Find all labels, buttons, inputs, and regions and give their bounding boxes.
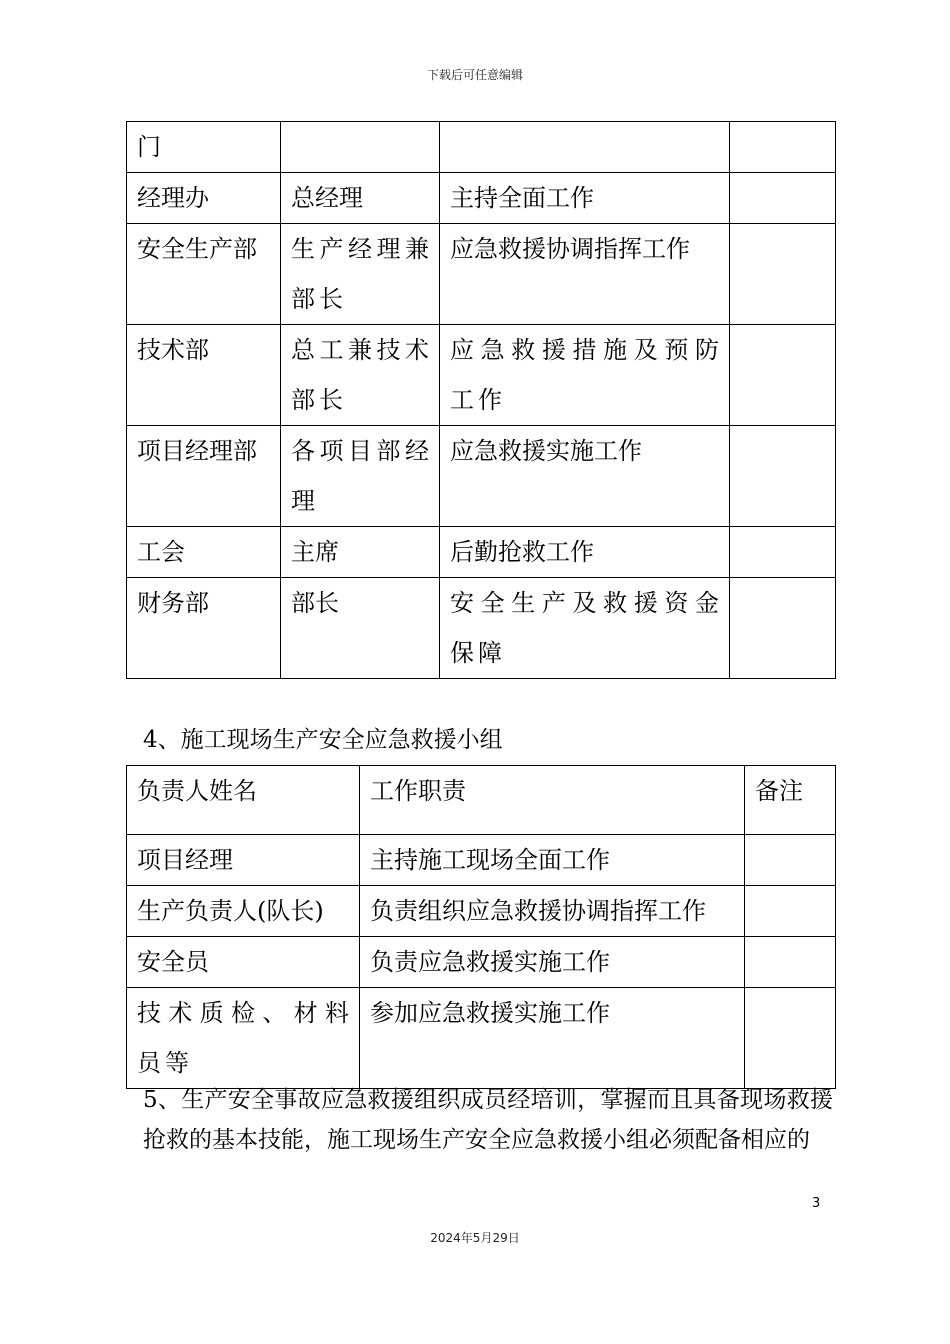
duty-cell: 主持施工现场全面工作 [360,835,745,886]
duty-cell: 应急救援措施及预防工作 [440,325,730,426]
page-header: 下载后可任意编辑 [426,68,523,82]
name-cell: 项目经理 [127,835,360,886]
duty-cell: 后勤抢救工作 [440,527,730,578]
duty-cell: 负责应急救援实施工作 [360,937,745,988]
table-row [127,835,836,886]
table-row [127,527,836,578]
emergency-team-table [126,765,836,1089]
header-duty: 工作职责 [360,766,745,835]
remark-cell [730,578,836,679]
position-cell: 部长 [281,578,440,679]
table-row [127,578,836,679]
remark-cell [745,988,836,1089]
position-cell: 各项目部经理 [281,426,440,527]
duty-cell: 安全生产及救援资金保障 [440,578,730,679]
name-cell: 技术质检、材料员等 [127,988,360,1089]
position-cell: 总经理 [281,173,440,224]
duty-cell: 应急救援实施工作 [440,426,730,527]
remark-cell [730,224,836,325]
table-row [127,224,836,325]
department-cell: 项目经理部 [127,426,281,527]
remark-cell [730,426,836,527]
table-row [127,886,836,937]
department-cell: 安全生产部 [127,224,281,325]
position-cell: 生产经理兼部长 [281,224,440,325]
remark-cell [745,835,836,886]
duty-cell: 主持全面工作 [440,173,730,224]
position-cell: 主席 [281,527,440,578]
duty-cell [440,122,730,173]
department-cell: 门 [127,122,281,173]
table-header-row [127,766,836,835]
table-row [127,426,836,527]
table-row [127,988,836,1089]
department-cell: 技术部 [127,325,281,426]
department-cell: 经理办 [127,173,281,224]
duty-cell: 负责组织应急救援协调指挥工作 [360,886,745,937]
remark-cell [745,886,836,937]
remark-cell [730,325,836,426]
remark-cell [730,122,836,173]
table-row [127,122,836,173]
duty-cell: 应急救援协调指挥工作 [440,224,730,325]
position-cell: 总工兼技术部长 [281,325,440,426]
remark-cell [745,937,836,988]
paragraph-5: 5、生产安全事故应急救援组织成员经培训，掌握而且具备现场救援抢救的基本技能，施工现场生产安全应急救援小组必须配备相应的 [143,1087,833,1153]
remark-cell [730,173,836,224]
department-cell: 财务部 [127,578,281,679]
name-cell: 生产负责人(队长) [127,886,360,937]
position-cell [281,122,440,173]
name-cell: 安全员 [127,937,360,988]
duty-cell: 参加应急救援实施工作 [360,988,745,1089]
department-cell: 工会 [127,527,281,578]
page-number: 3 [812,1196,821,1211]
header-remark: 备注 [745,766,836,835]
table-row [127,937,836,988]
page-footer-date: 2024年5月29日 [430,1231,520,1245]
header-name: 负责人姓名 [127,766,360,835]
department-duty-table [126,121,836,679]
remark-cell [730,527,836,578]
table-row [127,325,836,426]
table-row [127,173,836,224]
section-4-title: 4、施工现场生产安全应急救援小组 [143,727,503,753]
